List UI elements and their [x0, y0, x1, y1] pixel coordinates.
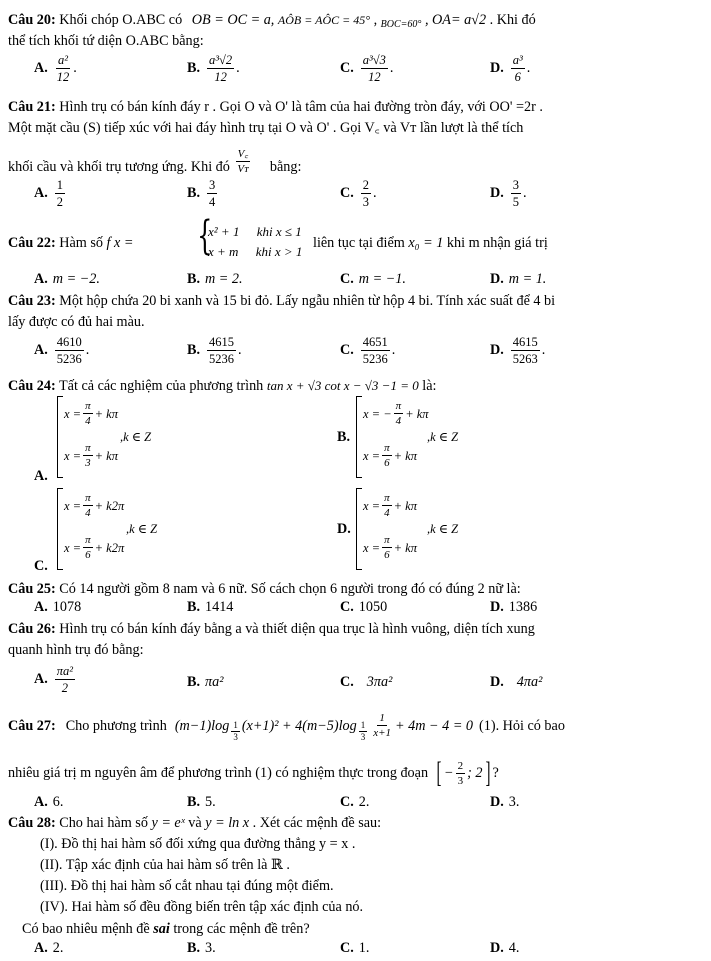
punct: .: [523, 185, 527, 201]
fraction: [382, 534, 392, 561]
denominator: 5236: [362, 352, 388, 366]
numerator: π: [85, 400, 91, 412]
punct: .: [85, 342, 90, 358]
fraction: [83, 492, 93, 519]
separator: ,: [373, 12, 378, 28]
option-a[interactable]: [34, 53, 77, 84]
question-22-continuation: [313, 235, 548, 251]
option-letter: C.: [340, 940, 354, 956]
denominator: 5: [512, 195, 520, 209]
denominator: 5236: [56, 352, 82, 366]
question-text: bằng:: [269, 158, 302, 175]
punct: .: [541, 342, 546, 358]
ratio-fraction: [235, 148, 250, 175]
fraction: [55, 53, 72, 84]
statement-4: (IV). Hai hàm số đều đồng biến trên tập xác định của nó.: [40, 899, 364, 915]
punct: .: [391, 342, 396, 358]
option-letter: C.: [340, 794, 354, 810]
root-2: [363, 534, 417, 561]
denominator: 12: [368, 70, 381, 84]
option-letter: D.: [490, 60, 504, 76]
denominator: 3: [457, 774, 464, 787]
root-post: + kπ: [94, 448, 118, 463]
root-pre: x = −: [363, 406, 392, 421]
question-23-line-1: [8, 293, 555, 309]
numerator: 4651: [362, 335, 388, 349]
fraction: [207, 53, 234, 84]
numerator: 4615: [512, 335, 538, 349]
question-27-line-1: [8, 712, 565, 742]
option-d[interactable]: [490, 271, 546, 288]
fraction: [361, 335, 390, 366]
numerator: π: [85, 442, 91, 454]
option-c[interactable]: [340, 271, 406, 288]
function: y = eˣ: [151, 815, 185, 831]
option-a[interactable]: [34, 335, 89, 366]
option-text: 4πa²: [516, 674, 543, 690]
numerator: a²: [58, 53, 69, 67]
fraction: [83, 442, 93, 469]
statement-3: (III). Đồ thị hai hàm số cắt nhau tại đúng một điểm.: [40, 878, 334, 894]
denominator: 2: [56, 195, 64, 209]
root-1: [64, 400, 118, 427]
option-c[interactable]: [340, 599, 387, 616]
option-letter: B.: [187, 185, 201, 201]
option-d[interactable]: [490, 178, 527, 209]
denominator: 5236: [209, 352, 235, 366]
question-28-prompt: [22, 921, 310, 937]
question-text: (1). Hỏi có bao: [479, 717, 565, 734]
option-b[interactable]: [187, 335, 242, 366]
numerator: a³√3: [362, 53, 386, 67]
fraction: [55, 335, 84, 366]
option-letter: B.: [337, 429, 351, 445]
option-letter: C.: [340, 271, 354, 287]
question-text: Hình trụ có bán kính đáy bằng a và thiết diện qua trục là hình vuông, diện tích xung: [59, 621, 535, 637]
fraction: [361, 178, 371, 209]
option-a[interactable]: [34, 794, 63, 811]
option-letter: A.: [34, 468, 48, 484]
question-text: là:: [422, 378, 437, 394]
option-letter: A.: [34, 271, 48, 287]
root-pre: x =: [363, 540, 381, 555]
option-d[interactable]: [490, 599, 537, 616]
numerator: 3: [209, 178, 216, 192]
case-2: [208, 244, 302, 260]
case-cond: khi x ≤ 1: [256, 224, 302, 239]
root-pre: x =: [64, 498, 82, 513]
option-letter: C.: [34, 558, 48, 574]
option-letter: B.: [187, 599, 201, 615]
question-label: Câu 22:: [8, 235, 56, 251]
option-d[interactable]: [490, 940, 519, 957]
option-c[interactable]: [340, 53, 393, 84]
option-letter: D.: [490, 794, 504, 810]
question-20-line-2: thể tích khối tứ diện O.ABC bằng:: [8, 33, 204, 49]
root-post: + kπ: [393, 498, 417, 513]
angle-condition: BOC=60°: [380, 19, 422, 30]
option-letter: D.: [490, 342, 504, 358]
option-letter: A.: [34, 671, 48, 687]
root-pre: x =: [363, 498, 381, 513]
option-c[interactable]: [340, 178, 377, 209]
emphasis: sai: [153, 921, 170, 937]
question-text: khi m nhận giá trị: [446, 235, 548, 251]
equation: tan x + √3 cot x − √3 −1 = 0: [266, 378, 419, 393]
question-text: Tất cả các nghiệm của phương trình: [59, 378, 264, 394]
denominator: 6: [514, 70, 521, 84]
option-text: 1386: [508, 599, 538, 615]
case-1: [208, 224, 302, 240]
question-22-line-1: [8, 235, 133, 251]
case-expr: x² + 1: [208, 224, 240, 239]
root-2: [64, 534, 124, 561]
condition: ,k ∈ Z: [126, 522, 158, 536]
option-text: m = 1.: [508, 271, 547, 287]
fraction: [382, 442, 392, 469]
fraction: [361, 53, 388, 84]
case-cond: khi x > 1: [255, 244, 303, 259]
fraction: [55, 664, 75, 695]
punct: .: [236, 60, 240, 76]
bracket-symbol: [356, 488, 362, 570]
question-text: và: [188, 815, 202, 831]
denominator: x+1: [373, 727, 392, 739]
denominator: 6: [384, 549, 390, 561]
fraction: [207, 335, 236, 366]
option-b[interactable]: [187, 271, 243, 288]
option-text: 3.: [508, 794, 520, 810]
root-pre: x =: [64, 406, 82, 421]
denominator: 3: [233, 732, 238, 742]
question-21-line-2: Một mặt cầu (S) tiếp xúc với hai đáy hình trụ tại O và O' . Gọi V꜀ và Vᴛ lần lượt là thể tích: [8, 120, 524, 136]
interval-part: −: [444, 765, 454, 781]
root-2: [363, 442, 417, 469]
denominator: 3: [360, 732, 366, 742]
option-letter: B.: [187, 342, 201, 358]
numerator: πa²: [56, 664, 74, 678]
option-a[interactable]: [34, 599, 81, 616]
question-label: Câu 26:: [8, 621, 56, 637]
root-post: + kπ: [405, 406, 429, 421]
root-1: [363, 492, 417, 519]
fraction: [207, 178, 217, 209]
fraction: [511, 178, 521, 209]
question-21-line-3: [8, 148, 302, 181]
option-letter: A.: [34, 940, 48, 956]
root-post: + kπ: [393, 540, 417, 555]
question-26-line-2: quanh hình trụ đó bằng:: [8, 642, 144, 658]
numerator: 4615: [209, 335, 235, 349]
numerator: π: [85, 492, 91, 504]
option-d[interactable]: [490, 53, 530, 84]
interval-part: ; 2: [467, 765, 483, 781]
option-d[interactable]: [490, 335, 545, 366]
denominator: 4: [209, 195, 216, 209]
fraction: [511, 53, 525, 84]
angle-condition: AÔB = AÔC = 45°: [277, 13, 371, 27]
root-1: [64, 492, 124, 519]
root-pre: x =: [64, 448, 82, 463]
fraction: [456, 760, 466, 787]
condition: ,k ∈ Z: [120, 430, 152, 444]
punct: .: [373, 185, 377, 201]
root-pre: x =: [64, 540, 82, 555]
option-letter: C.: [340, 185, 354, 201]
option-d[interactable]: [490, 794, 519, 811]
denominator: 6: [85, 549, 91, 561]
bracket-symbol: [57, 488, 63, 570]
case-expr: x + m: [208, 244, 239, 259]
option-text: 2.: [358, 794, 370, 810]
option-letter: D.: [490, 599, 504, 615]
question-label: Câu 25:: [8, 581, 56, 597]
option-letter: B.: [187, 940, 201, 956]
question-text: khối cầu và khối trụ tương ứng. Khi đó: [8, 158, 230, 175]
question-text: Có bao nhiêu mệnh đề: [22, 921, 150, 937]
bracket-symbol: [57, 396, 63, 478]
option-text: 5.: [205, 794, 216, 810]
option-letter: A.: [34, 599, 48, 615]
function: y = ln x: [205, 815, 250, 831]
option-b[interactable]: [187, 599, 233, 616]
option-letter: A.: [34, 794, 48, 810]
option-letter: C.: [340, 674, 354, 690]
numerator: 2: [362, 178, 370, 192]
denominator: 12: [214, 70, 227, 84]
question-25-line-1: [8, 581, 521, 597]
condition: ,k ∈ Z: [427, 522, 459, 536]
denominator: 4: [395, 415, 402, 427]
fraction: [371, 712, 393, 739]
numerator: 2: [457, 759, 464, 772]
denominator: 5263: [512, 352, 538, 366]
root-post: + k2π: [94, 498, 125, 513]
option-letter: C.: [340, 342, 354, 358]
numerator: 1: [233, 720, 238, 730]
fraction: [382, 492, 392, 519]
question-text: Một hộp chứa 20 bi xanh và 15 bi đỏ. Lấy ngẫu nhiên từ hộp 4 bi. Tính xác suất để 4 bi: [59, 293, 556, 309]
root-post: + k2π: [94, 540, 125, 555]
point: x₀ = 1: [408, 235, 444, 251]
option-c[interactable]: [340, 794, 369, 811]
punct: .: [238, 342, 242, 358]
fraction: [394, 400, 404, 427]
fraction: [511, 335, 540, 366]
question-label: Câu 23:: [8, 293, 56, 309]
option-d[interactable]: [490, 674, 542, 691]
numerator: π: [85, 534, 91, 546]
denominator: 3: [362, 195, 370, 209]
numerator: 1: [379, 712, 385, 724]
numerator: 1: [56, 178, 64, 192]
question-26-line-1: [8, 621, 535, 637]
option-letter: D.: [337, 521, 351, 537]
option-text: 1.: [358, 940, 370, 956]
option-text: 3πa²: [366, 674, 393, 690]
question-text: ?: [492, 765, 499, 781]
question-label: Câu 28:: [8, 815, 56, 831]
option-b[interactable]: [187, 674, 223, 691]
option-letter: B.: [187, 271, 201, 287]
option-text: πa²: [205, 674, 224, 690]
root-pre: x =: [363, 448, 381, 463]
question-text: Hình trụ có bán kính đáy r . Gọi O và O' là tâm của hai đường tròn đáy, với OO' =2r .: [59, 99, 543, 115]
option-letter: D.: [490, 271, 504, 287]
bracket-symbol: [356, 396, 362, 478]
option-text: 4.: [508, 940, 520, 956]
punct: .: [73, 60, 77, 76]
option-text: m = −1.: [358, 271, 406, 287]
function-name: f x =: [106, 235, 134, 251]
question-27-line-2: [8, 758, 499, 788]
question-text: trong các mệnh đề trên?: [173, 921, 310, 937]
condition: ,k ∈ Z: [427, 430, 459, 444]
option-b[interactable]: [187, 178, 219, 209]
numerator: a³: [512, 53, 523, 67]
option-text: 2.: [52, 940, 64, 956]
question-text: nhiêu giá trị m nguyên âm để phương trình (1) có nghiệm thực trong đoạn: [8, 765, 429, 781]
option-a[interactable]: [34, 178, 67, 209]
option-text: 6.: [52, 794, 64, 810]
question-text: Cho phương trình: [65, 717, 167, 734]
root-2: [64, 442, 118, 469]
option-b[interactable]: [187, 940, 216, 957]
option-text: 1078: [52, 599, 82, 615]
option-letter: C.: [340, 599, 354, 615]
question-text: Cho hai hàm số: [59, 815, 148, 831]
numerator: V꜀: [237, 148, 249, 160]
denominator: 4: [384, 507, 390, 519]
option-letter: A.: [34, 185, 48, 201]
denominator: 2: [61, 681, 69, 695]
brace-symbol: {: [197, 213, 213, 259]
question-20-line-1: [8, 12, 536, 30]
fraction: [83, 534, 93, 561]
denominator: 4: [85, 507, 91, 519]
option-a[interactable]: [34, 664, 77, 695]
option-text: 1050: [358, 599, 388, 615]
question-label: Câu 21:: [8, 99, 56, 115]
option-letter: B.: [187, 794, 201, 810]
numerator: 1: [360, 720, 366, 730]
option-letter: A.: [34, 342, 48, 358]
option-a[interactable]: [34, 271, 100, 288]
condition: OB = OC = a,: [191, 12, 275, 28]
question-label: Câu 27:: [8, 717, 56, 734]
option-text: m = 2.: [205, 271, 243, 287]
denominator: 6: [384, 457, 390, 469]
condition: , OA= a√2: [424, 12, 487, 28]
option-letter: D.: [490, 940, 504, 956]
option-c[interactable]: [340, 674, 392, 691]
numerator: a³√2: [209, 53, 233, 67]
bracket-right-symbol: ]: [485, 756, 490, 789]
question-label: Câu 20:: [8, 12, 56, 28]
denominator: 12: [56, 70, 70, 84]
option-letter: D.: [490, 674, 504, 690]
question-text: Khối chóp O.ABC có: [59, 12, 183, 28]
question-23-line-2: lấy được có đủ hai màu.: [8, 314, 145, 330]
option-c[interactable]: [340, 940, 369, 957]
root-post: + kπ: [393, 448, 417, 463]
question-text: Có 14 người gồm 8 nam và 6 nữ. Số cách chọn 6 người trong đó có đúng 2 nữ là:: [59, 581, 521, 597]
numerator: π: [384, 492, 390, 504]
option-c[interactable]: [340, 335, 395, 366]
equation-part: + 4m − 4 = 0: [395, 717, 474, 734]
denominator: Vᴛ: [237, 163, 249, 175]
denominator: 3: [85, 457, 91, 469]
option-b[interactable]: [187, 53, 240, 84]
question-text: liên tục tại điểm: [313, 235, 405, 251]
numerator: π: [384, 534, 390, 546]
option-letter: D.: [490, 185, 504, 201]
statement-1: (I). Đồ thị hai hàm số đối xứng qua đường thẳng y = x .: [40, 836, 356, 852]
question-label: Câu 24:: [8, 378, 56, 394]
fraction: [55, 178, 65, 209]
bracket-left-symbol: [: [436, 756, 442, 789]
question-24-line-1: [8, 378, 436, 394]
option-letter: B.: [187, 674, 201, 690]
numerator: 3: [512, 178, 520, 192]
log-base: [231, 721, 240, 742]
equation-part: (x+1)² + 4(m−5)log: [241, 717, 357, 734]
numerator: π: [395, 400, 402, 412]
question-text: . Khi đó: [489, 12, 536, 28]
question-28-line-1: [8, 815, 381, 831]
numerator: 4610: [56, 335, 82, 349]
option-text: m = −2.: [52, 271, 100, 287]
option-b[interactable]: [187, 794, 216, 811]
denominator: 4: [85, 415, 91, 427]
statement-2: (II). Tập xác định của hai hàm số trên là ℝ .: [40, 857, 290, 873]
log-base: [359, 721, 368, 742]
option-letter: B.: [187, 60, 201, 76]
option-letter: C.: [340, 60, 354, 76]
option-text: 3.: [205, 940, 216, 956]
question-text: Hàm số: [59, 235, 103, 251]
equation-part: (m−1)log: [174, 717, 230, 734]
option-a[interactable]: [34, 940, 63, 957]
option-text: 1414: [205, 599, 234, 615]
root-1: [363, 400, 429, 427]
punct: .: [389, 60, 394, 76]
punct: .: [526, 60, 531, 76]
fraction: [83, 400, 93, 427]
numerator: π: [384, 442, 390, 454]
question-text: . Xét các mệnh đề sau:: [252, 815, 382, 831]
root-post: + kπ: [94, 406, 118, 421]
option-letter: A.: [34, 60, 48, 76]
question-21-line-1: [8, 99, 543, 115]
